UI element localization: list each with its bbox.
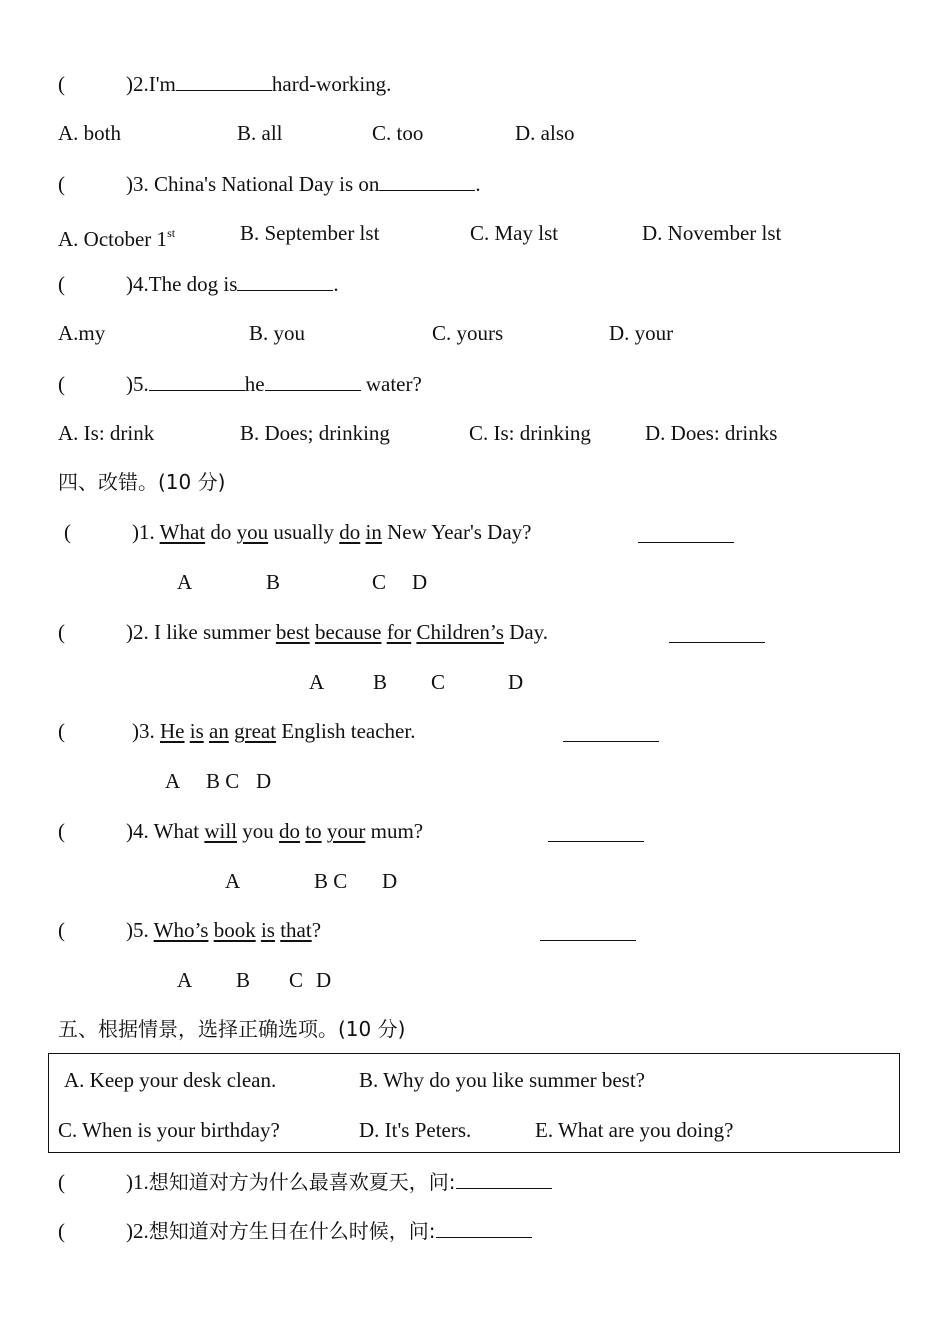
letter-a: A [225,869,241,893]
box-option-c: C. When is your birthday? [58,1118,280,1142]
answer-paren[interactable]: ( [58,1219,65,1243]
underlined-word: that [280,918,312,942]
letter-d: D [256,769,272,793]
box-option-d: D. It's Peters. [359,1118,472,1142]
underlined-word: do [339,520,361,544]
section-5-heading: 五、根据情景，选择正确选项。(10 分) [58,1017,406,1041]
question-number: )5. [126,918,149,942]
question-text: I'm [148,72,176,96]
underlined-word: because [314,620,382,644]
question-5-1 [58,1168,552,1195]
option-c: C. yours [432,321,504,345]
underlined-word: great [234,719,277,743]
fill-blank[interactable] [379,170,475,191]
answer-paren[interactable]: ( [58,272,65,296]
underlined-word: He [160,719,185,743]
question-number: )2. [126,1219,149,1243]
option-d: D. also [515,121,575,145]
underlined-word: Children’s [416,620,504,644]
question-3-3 [58,170,481,197]
option-d: D. Does: drinks [645,421,778,445]
correction-blank[interactable] [669,622,765,643]
fill-blank[interactable] [436,1217,532,1238]
question-4-4: ( )4. What will you do to your mum? [58,819,424,843]
option-c: C. Is: drinking [469,421,591,445]
option-d: D. your [609,321,674,345]
letter-d: D [412,570,428,594]
option-a: A. Is: drink [58,421,155,445]
option-b: B. all [237,121,283,145]
option-a: A. both [58,121,121,145]
letter-c: C [372,570,387,594]
question-4-1: ( )1. What do you usually do in New Year's Day? [64,520,532,544]
question-number: )1. [126,1170,149,1194]
question-number: )4. [126,272,149,296]
letter-bc: B C [206,769,240,793]
answer-paren[interactable]: ( [58,918,65,942]
underlined-word: for [386,620,412,644]
answer-paren[interactable]: ( [58,1170,65,1194]
question-text: . [475,172,481,196]
correction-blank[interactable] [540,920,636,941]
answer-paren[interactable]: ( [58,72,65,96]
question-4-5: ( )5. Who’s book is that? [58,918,322,942]
answer-paren[interactable]: ( [64,520,71,544]
letter-bc: B C [314,869,348,893]
fill-blank[interactable] [237,270,333,291]
underlined-word: you [236,520,269,544]
question-text: water? [365,372,422,396]
question-text: hard-working. [271,72,392,96]
underlined-word: in [365,520,382,544]
correction-blank[interactable] [563,721,659,742]
fill-blank[interactable] [149,370,245,391]
underlined-word: book [213,918,256,942]
option-a: A.my [58,321,106,345]
letter-a: A [177,570,193,594]
option-b: B. September lst [240,221,380,245]
letter-a: A [177,968,193,992]
question-3-4 [58,270,339,297]
question-number: )1. [132,520,155,544]
answer-paren[interactable]: ( [58,819,65,843]
question-number: )5. [126,372,149,396]
question-number: )4. [126,819,149,843]
letter-c: C [431,670,446,694]
letter-a: A [165,769,181,793]
box-option-b: B. Why do you like summer best? [359,1068,645,1092]
box-option-a: A. Keep your desk clean. [64,1068,277,1092]
underlined-word: What [159,520,206,544]
underlined-word: is [260,918,275,942]
option-c: C. too [372,121,424,145]
letter-c: C [289,968,304,992]
underlined-word: do [279,819,301,843]
section-4-heading: 四、改错。(10 分) [58,470,226,494]
answer-paren[interactable]: ( [58,719,65,743]
question-text: 想知道对方为什么最喜欢夏天，问: [148,1170,456,1194]
fill-blank[interactable] [265,370,361,391]
question-number: )3. [126,172,149,196]
letter-d: D [316,968,332,992]
option-d: D. November lst [642,221,782,245]
question-text: 想知道对方生日在什么时候，问: [148,1219,436,1243]
option-a: A. October 1st [58,226,176,251]
letter-d: D [508,670,524,694]
underlined-word: best [275,620,310,644]
option-c: C. May lst [470,221,559,245]
fill-blank[interactable] [176,70,272,91]
correction-blank[interactable] [638,522,734,543]
letter-b: B [266,570,281,594]
question-4-3: ( )3. He is an great English teacher. [58,719,416,743]
question-text: The dog is [148,272,238,296]
question-text: . [333,272,339,296]
letter-a: A [309,670,325,694]
question-3-2 [58,70,391,97]
question-number: )2. [126,72,149,96]
question-number: )2. [126,620,149,644]
answer-paren[interactable]: ( [58,172,65,196]
letter-b: B [373,670,388,694]
option-b: B. Does; drinking [240,421,390,445]
option-b: B. you [249,321,306,345]
underlined-word: Who’s [153,918,209,942]
question-text: China's National Day is on [154,172,380,196]
question-4-2: ( )2. I like summer best because for Children’s Day. [58,620,549,644]
letter-d: D [382,869,398,893]
answer-paren[interactable]: ( [58,620,65,644]
underlined-word: your [326,819,366,843]
box-option-e: E. What are you doing? [535,1118,734,1142]
question-text: he [244,372,265,396]
underlined-word: to [305,819,322,843]
question-3-5 [58,370,422,397]
fill-blank[interactable] [456,1168,552,1189]
answer-paren[interactable]: ( [58,372,65,396]
underlined-word: will [204,819,238,843]
question-number: )3. [132,719,155,743]
letter-b: B [236,968,251,992]
underlined-word: is [189,719,204,743]
superscript: st [167,226,176,240]
question-5-2 [58,1217,532,1244]
underlined-word: an [209,719,229,743]
correction-blank[interactable] [548,821,644,842]
